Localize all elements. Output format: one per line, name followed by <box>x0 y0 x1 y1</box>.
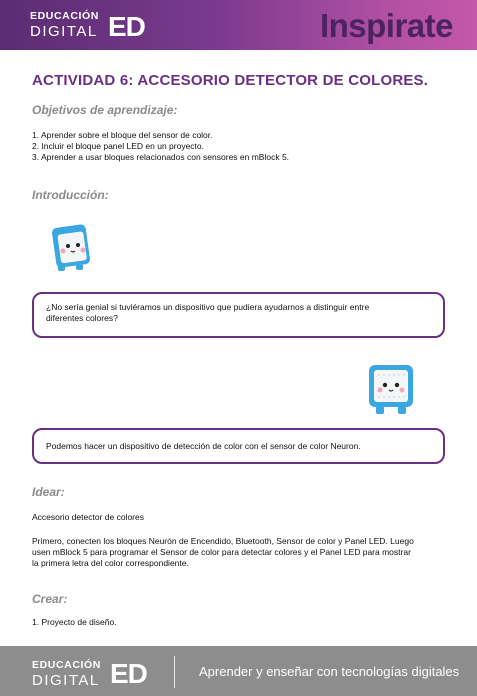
introduction-heading: Introducción: <box>32 188 109 202</box>
objectives-list <box>32 130 452 163</box>
page-header <box>0 0 477 50</box>
footer-brand-line1: EDUCACIÓN <box>32 659 101 671</box>
crear-list <box>32 617 452 628</box>
brand-mark: ED <box>108 11 145 42</box>
led-panel-robot-icon <box>366 362 416 418</box>
speech-bubble-2 <box>32 428 445 464</box>
text-line: Primero, conecten los bloques Neurón de Encendido, Bluetooth, Sensor de color y Panel LED. Luego <box>32 536 414 546</box>
footer-brand-line2: DIGITAL <box>32 671 100 689</box>
footer-brand-mark: ED <box>110 658 147 689</box>
footer-divider <box>174 656 175 688</box>
footer-brand-logo <box>32 658 147 689</box>
page-footer <box>0 646 477 696</box>
bubble-line: diferentes colores? <box>46 313 118 323</box>
list-item: 2. Incluir el bloque panel LED en un proyecto. <box>32 141 205 151</box>
text-line: la primera letra del color correspondiente. <box>32 558 189 568</box>
brand-logo <box>30 10 145 42</box>
text-line: usen mBlock 5 para programar el Sensor de color para detectar colores y el Panel LED para mostrar <box>32 547 411 557</box>
idear-body <box>32 536 452 569</box>
list-item: 1. Aprender sobre el bloque del sensor de color. <box>32 130 213 140</box>
activity-title: ACTIVIDAD 6: ACCESORIO DETECTOR DE COLORES. <box>32 72 429 89</box>
bubble-line: ¿No sería genial si tuviéramos un dispositivo que pudiera ayudarnos a distinguir entre <box>46 302 370 312</box>
crear-heading: Crear: <box>32 592 68 606</box>
bubble-line: Podemos hacer un dispositivo de detección de color con el sensor de color Neuron. <box>46 441 361 451</box>
brand-line2: DIGITAL <box>30 22 98 40</box>
idear-subtitle: Accesorio detector de colores <box>32 512 144 522</box>
footer-tagline: Aprender y enseñar con tecnologías digitales <box>199 664 460 679</box>
list-item: 3. Aprender a usar bloques relacionados con sensores en mBlock 5. <box>32 152 290 162</box>
neuron-robot-icon <box>50 222 94 274</box>
speech-bubble-1 <box>32 292 445 338</box>
header-title: Inspirate <box>319 7 453 44</box>
idear-heading: Idear: <box>32 485 65 499</box>
objectives-heading: Objetivos de aprendizaje: <box>32 103 178 117</box>
list-item: 1. Proyecto de diseño. <box>32 617 117 627</box>
brand-line1: EDUCACIÓN <box>30 10 99 22</box>
